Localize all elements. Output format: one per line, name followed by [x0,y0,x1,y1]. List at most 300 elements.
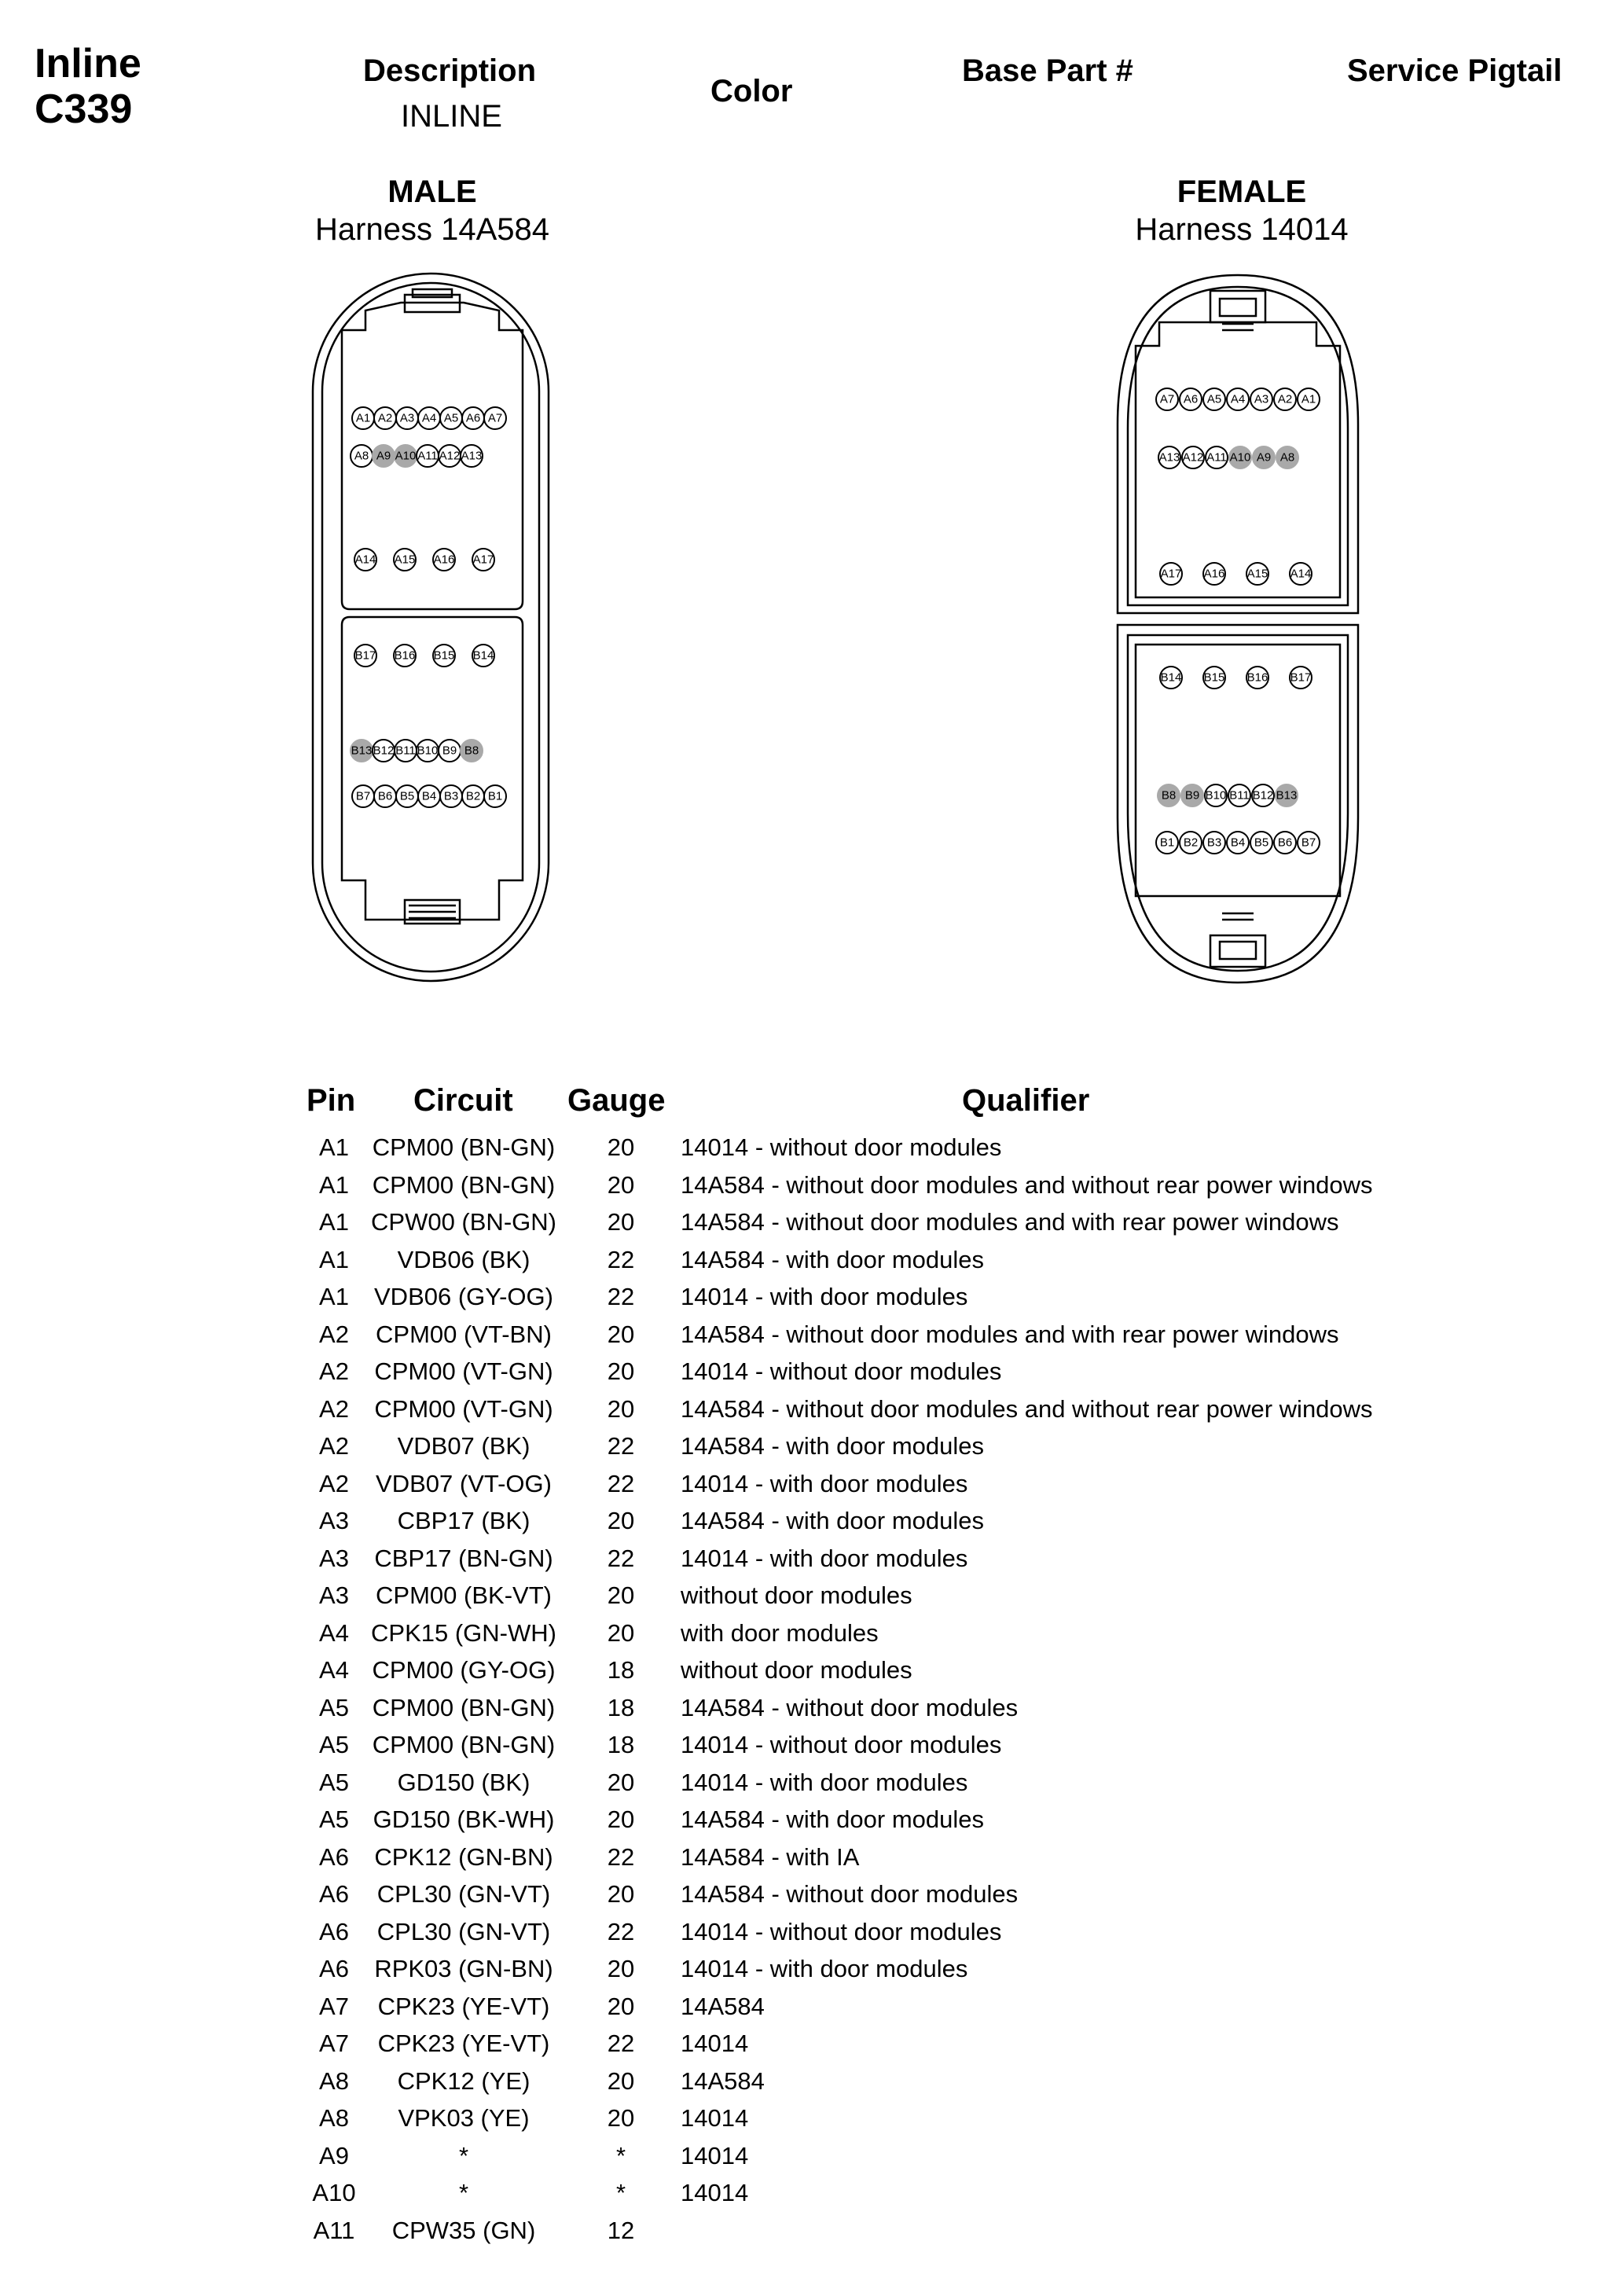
svg-text:B15: B15 [1203,670,1225,685]
table-row [0,1801,1608,1839]
cell-pin: A2 [319,1432,349,1460]
svg-text:B16: B16 [1246,670,1268,685]
cell-qualifier: 14A584 - with door modules [681,1245,985,1273]
description-label: Description [363,53,537,88]
female-pin-a5 [1203,388,1225,410]
cell-qualifier: 14014 - with door modules [681,1469,968,1497]
table-row [0,1651,1608,1689]
female-pin-group [1156,388,1320,854]
male-pin-a4 [418,407,440,429]
male-pin-a2 [374,407,396,429]
svg-text:B7: B7 [1301,836,1316,850]
female-pin-b10 [1205,784,1227,806]
cell-qualifier: 14014 [681,2030,749,2057]
service-pigtail-label: Service Pigtail [1347,53,1562,88]
male-pin-a10 [395,445,417,467]
cell-gauge: 22 [607,1245,635,1273]
connector-number: C339 [35,86,133,132]
male-pin-b10 [417,740,439,762]
base-part-label: Base Part # [962,53,1133,88]
cell-qualifier: 14A584 - without door modules [681,1693,1019,1721]
cell-qualifier: 14A584 - without door modules and without rear power windows [681,1394,1373,1423]
cell-pin: A1 [319,1208,349,1236]
male-pin-b5 [396,785,418,807]
male-pin-b2 [462,785,484,807]
svg-text:A8: A8 [354,449,369,463]
table-row [0,1839,1608,1876]
svg-text:B6: B6 [1277,836,1293,850]
connector-type: Inline [35,41,141,86]
svg-text:A11: A11 [417,449,438,463]
cell-pin: A10 [312,2179,356,2206]
cell-circuit: CPK23 (YE-VT) [377,2030,550,2057]
svg-text:B3: B3 [443,789,459,803]
table-row [0,1427,1608,1465]
cell-qualifier: without door modules [681,1656,912,1684]
table-row [0,2212,1608,2250]
cell-qualifier: 14014 - with door modules [681,1955,968,1982]
cell-qualifier: without door modules [681,1581,912,1609]
cell-circuit: CPM00 (BK-VT) [376,1581,552,1609]
svg-text:A1: A1 [355,411,371,425]
svg-text:B8: B8 [464,744,479,758]
female-pin-a12 [1182,446,1204,468]
svg-text:B13: B13 [1276,788,1298,803]
cell-pin: A2 [319,1357,349,1385]
male-pin-a8 [351,445,373,467]
cell-circuit: VDB06 (BK) [397,1245,530,1273]
pinout-table [0,1129,1608,2249]
svg-text:A3: A3 [399,411,415,425]
cell-circuit: CPM00 (BN-GN) [372,1133,556,1161]
cell-pin: A5 [319,1693,349,1721]
cell-gauge: * [615,2141,626,2169]
svg-text:A4: A4 [421,411,437,425]
female-pin-b4 [1227,832,1249,854]
svg-text:A16: A16 [433,553,455,567]
male-pin-b14 [472,645,494,667]
svg-text:A11: A11 [1206,450,1227,465]
male-pin-a16 [433,549,455,571]
male-housing-inner [322,283,539,972]
cell-gauge: 18 [607,1693,635,1721]
cell-gauge: 20 [607,1955,635,1982]
female-pin-a16 [1203,563,1225,585]
svg-text:B16: B16 [394,648,416,663]
cell-circuit: CPM00 (VT-BN) [376,1320,552,1348]
cell-circuit: CPK12 (YE) [397,2066,530,2095]
description-value: INLINE [401,99,502,134]
cell-circuit: CBP17 (BN-GN) [374,1544,553,1572]
cell-gauge: 20 [607,2066,635,2095]
cell-gauge: 20 [607,2104,635,2132]
male-pin-group [351,407,506,807]
female-pin-b8 [1158,784,1180,806]
svg-text:A13: A13 [1158,450,1180,465]
female-pin-a7 [1156,388,1178,410]
cell-circuit: CPM00 (BN-GN) [372,1731,556,1758]
male-pin-a12 [439,445,461,467]
cell-gauge: 22 [607,1283,635,1310]
svg-text:B11: B11 [395,744,416,758]
svg-text:B17: B17 [354,648,376,663]
cell-circuit: CPK12 (GN-BN) [374,1842,553,1871]
male-pin-b11 [395,740,417,762]
cell-pin: A8 [319,2066,349,2095]
male-title: MALE [387,174,477,209]
female-pin-a3 [1250,388,1272,410]
svg-text:A2: A2 [377,411,393,425]
cell-pin: A1 [319,1133,349,1161]
cell-gauge: 20 [607,1208,635,1236]
svg-text:A5: A5 [443,411,459,425]
cell-qualifier: 14A584 - with IA [681,1842,860,1871]
male-pin-b12 [373,740,395,762]
table-row [0,1577,1608,1615]
female-pin-b1 [1156,832,1178,854]
svg-text:B13: B13 [351,744,373,758]
cell-pin: A7 [319,1992,349,2020]
cell-gauge: 20 [607,1581,635,1609]
male-pin-a6 [462,407,484,429]
svg-text:B1: B1 [487,789,503,803]
cell-gauge: 22 [607,2030,635,2057]
cell-pin: A7 [319,2030,349,2057]
male-pin-b8 [461,740,483,762]
table-row [0,1465,1608,1503]
female-pin-a11 [1206,446,1228,468]
cell-pin: A6 [319,1880,349,1908]
svg-text:B8: B8 [1161,788,1177,803]
svg-text:A9: A9 [376,449,391,463]
svg-text:A15: A15 [394,553,416,567]
female-pin-b16 [1246,667,1268,689]
cell-gauge: 20 [607,1357,635,1385]
cell-circuit: VDB07 (BK) [397,1432,530,1460]
table-row [0,1390,1608,1428]
table-row [0,1875,1608,1913]
cell-qualifier: 14014 - with door modules [681,1283,968,1310]
svg-text:B4: B4 [421,789,437,803]
cell-circuit: CPK23 (YE-VT) [377,1992,550,2020]
cell-gauge: 20 [607,1320,635,1348]
cell-gauge: 22 [607,1917,635,1945]
male-housing-outer [313,274,549,981]
svg-text:B5: B5 [399,789,415,803]
svg-text:A8: A8 [1279,450,1295,465]
cell-circuit: GD150 (BK) [397,1768,530,1796]
male-pin-b9 [439,740,461,762]
svg-text:B17: B17 [1290,670,1312,685]
cell-pin: A6 [319,1955,349,1982]
cell-qualifier: 14014 [681,2179,749,2206]
cell-qualifier: 14014 [681,2141,749,2169]
svg-text:B9: B9 [1184,788,1200,803]
cell-pin: A1 [319,1245,349,1273]
male-pin-a13 [461,445,483,467]
male-pin-b7 [352,785,374,807]
female-pin-b6 [1274,832,1296,854]
svg-text:A4: A4 [1230,392,1246,406]
table-row [0,2025,1608,2063]
cell-circuit: CPM00 (BN-GN) [372,1693,556,1721]
table-row [0,1950,1608,1988]
cell-qualifier: 14A584 - without door modules and with rear power windows [681,1208,1339,1236]
cell-gauge: 12 [607,2216,635,2244]
female-pin-a4 [1227,388,1249,410]
male-pin-a5 [440,407,462,429]
col-header-gauge: Gauge [567,1083,666,1118]
table-row [0,1278,1608,1316]
cell-qualifier: 14A584 [681,2066,765,2095]
svg-text:A16: A16 [1203,567,1225,581]
cell-circuit: * [458,2141,469,2169]
col-header-circuit: Circuit [413,1083,513,1118]
cell-gauge: 20 [607,1806,635,1833]
table-row [0,1988,1608,2026]
svg-text:B14: B14 [1160,670,1182,685]
male-pin-a1 [352,407,374,429]
female-pin-b13 [1276,784,1298,806]
cell-pin: A5 [319,1806,349,1833]
table-row [0,1689,1608,1727]
female-connector-diagram [1108,267,1368,990]
female-pin-b12 [1252,784,1274,806]
cell-gauge: 20 [607,1133,635,1161]
female-pin-a1 [1298,388,1320,410]
svg-text:B15: B15 [433,648,455,663]
cell-circuit: CBP17 (BK) [397,1507,530,1534]
svg-text:B12: B12 [1252,788,1274,803]
table-row [0,1316,1608,1354]
cell-circuit: CPL30 (GN-VT) [376,1880,551,1908]
female-pin-b17 [1290,667,1312,689]
cell-qualifier: 14014 - with door modules [681,1768,968,1796]
male-pin-b1 [484,785,506,807]
cell-circuit: * [458,2179,469,2206]
female-title: FEMALE [1177,174,1307,209]
male-pin-a3 [396,407,418,429]
table-row [0,2174,1608,2212]
cell-circuit: CPM00 (GY-OG) [372,1656,556,1684]
cell-pin: A3 [319,1581,349,1609]
female-latch-top [1210,291,1265,322]
cell-gauge: 20 [607,1768,635,1796]
male-pin-b17 [354,645,376,667]
connector-id [35,41,141,132]
cell-circuit: CPK15 (GN-WH) [371,1618,556,1647]
cell-gauge: 22 [607,1842,635,1871]
cell-pin: A11 [313,2216,355,2244]
table-row [0,1241,1608,1279]
female-pin-b2 [1180,832,1202,854]
male-pin-b4 [418,785,440,807]
cell-qualifier: 14014 - with door modules [681,1544,968,1572]
svg-text:A6: A6 [1183,392,1199,406]
cell-gauge: 22 [607,1544,635,1572]
female-pin-a13 [1158,446,1180,468]
table-row [0,2137,1608,2175]
svg-text:A14: A14 [354,553,376,567]
cell-gauge: 20 [607,1618,635,1647]
female-pin-a14 [1290,563,1312,585]
svg-text:A7: A7 [1159,392,1175,406]
svg-text:A17: A17 [472,553,494,567]
svg-text:A10: A10 [1229,450,1251,465]
cell-qualifier: 14014 [681,2104,749,2132]
cell-pin: A5 [319,1768,349,1796]
svg-text:A1: A1 [1301,392,1316,406]
female-pin-b11 [1228,784,1250,806]
cell-qualifier: 14014 - without door modules [681,1917,1002,1945]
table-row [0,2063,1608,2100]
male-connector-diagram [307,267,558,990]
female-pin-a6 [1180,388,1202,410]
cell-pin: A5 [319,1731,349,1758]
male-pin-a17 [472,549,494,571]
male-pin-a9 [373,445,395,467]
svg-text:B4: B4 [1230,836,1246,850]
cell-qualifier: with door modules [681,1618,879,1647]
cell-circuit: RPK03 (GN-BN) [374,1955,553,1982]
cell-circuit: VDB07 (VT-OG) [376,1469,552,1497]
cell-qualifier: 14A584 - with door modules [681,1806,985,1833]
cell-gauge: 18 [607,1731,635,1758]
female-pin-a10 [1229,446,1251,468]
table-row [0,1615,1608,1652]
male-pin-a7 [484,407,506,429]
female-pin-a17 [1160,563,1182,585]
female-pin-b7 [1298,832,1320,854]
cell-circuit: GD150 (BK-WH) [373,1806,555,1833]
male-latch-top-tab [413,289,452,297]
cell-qualifier: 14A584 - without door modules [681,1880,1019,1908]
female-pin-b5 [1250,832,1272,854]
female-pin-b14 [1160,667,1182,689]
svg-text:B5: B5 [1254,836,1269,850]
cell-gauge: 20 [607,1170,635,1199]
cell-qualifier: 14A584 - without door modules and with rear power windows [681,1320,1339,1348]
male-pin-a14 [354,549,376,571]
female-harness: Harness 14014 [1135,212,1349,247]
table-row [0,1764,1608,1802]
male-pin-b3 [440,785,462,807]
cell-pin: A1 [319,1283,349,1310]
svg-text:A9: A9 [1256,450,1272,465]
male-pin-b15 [433,645,455,667]
cell-qualifier: 14A584 - with door modules [681,1507,985,1534]
male-pin-a15 [394,549,416,571]
svg-text:B2: B2 [1183,836,1199,850]
cell-pin: A2 [319,1469,349,1497]
svg-text:B14: B14 [472,648,494,663]
cell-pin: A2 [319,1320,349,1348]
svg-text:B6: B6 [377,789,393,803]
svg-text:B1: B1 [1159,836,1175,850]
table-row [0,1502,1608,1540]
svg-text:A3: A3 [1254,392,1269,406]
cell-circuit: CPM00 (BN-GN) [372,1170,556,1199]
female-pin-b9 [1181,784,1203,806]
table-row [0,1540,1608,1578]
female-pin-b3 [1203,832,1225,854]
cell-circuit: CPM00 (VT-GN) [374,1357,553,1385]
cell-gauge: 20 [607,1992,635,2020]
male-harness: Harness 14A584 [315,212,549,247]
female-pin-b15 [1203,667,1225,689]
cell-pin: A3 [319,1507,349,1534]
cell-pin: A9 [319,2141,349,2169]
cell-pin: A4 [319,1656,349,1684]
cell-circuit: VDB06 (GY-OG) [374,1283,553,1310]
cell-circuit: CPL30 (GN-VT) [376,1917,551,1945]
female-latch-bottom [1210,935,1265,967]
cell-pin: A6 [319,1917,349,1945]
svg-text:A14: A14 [1290,567,1312,581]
table-row [0,1166,1608,1204]
cell-gauge: 20 [607,1394,635,1423]
cell-circuit: CPM00 (VT-GN) [374,1394,553,1423]
male-pin-b13 [351,740,373,762]
cell-qualifier: 14014 - without door modules [681,1133,1002,1161]
cell-qualifier: 14A584 - without door modules and without rear power windows [681,1170,1373,1199]
cell-qualifier: 14014 - without door modules [681,1731,1002,1758]
svg-text:A2: A2 [1277,392,1293,406]
col-header-pin: Pin [307,1083,356,1118]
svg-text:A13: A13 [461,449,483,463]
table-row [0,1129,1608,1166]
cell-qualifier: 14A584 - with door modules [681,1432,985,1460]
cell-pin: A8 [319,2104,349,2132]
cell-circuit: CPW00 (BN-GN) [371,1208,556,1236]
table-row [0,1726,1608,1764]
cell-pin: A3 [319,1544,349,1572]
svg-text:A6: A6 [465,411,481,425]
cell-gauge: 22 [607,1469,635,1497]
svg-text:A5: A5 [1206,392,1222,406]
table-row [0,1913,1608,1951]
svg-text:A12: A12 [439,449,461,463]
svg-text:A7: A7 [487,411,503,425]
cell-qualifier: 14014 - without door modules [681,1357,1002,1385]
cell-gauge: 20 [607,1507,635,1534]
cell-pin: A2 [319,1394,349,1423]
cell-gauge: 18 [607,1656,635,1684]
svg-text:B10: B10 [417,744,439,758]
table-row [0,2099,1608,2137]
female-pin-a15 [1246,563,1268,585]
table-row [0,1353,1608,1390]
svg-text:B11: B11 [1229,788,1250,803]
cell-pin: A6 [319,1842,349,1871]
svg-text:A15: A15 [1246,567,1268,581]
svg-text:B3: B3 [1206,836,1222,850]
color-label: Color [710,74,793,108]
svg-text:B9: B9 [442,744,457,758]
male-pin-b6 [374,785,396,807]
svg-text:A12: A12 [1182,450,1204,465]
table-row [0,1203,1608,1241]
female-pin-a9 [1253,446,1275,468]
cell-circuit: CPW35 (GN) [391,2216,536,2244]
cell-gauge: 20 [607,1880,635,1908]
svg-text:B12: B12 [373,744,395,758]
male-pin-b16 [394,645,416,667]
cell-pin: A1 [319,1170,349,1199]
female-pin-a8 [1276,446,1298,468]
svg-text:B10: B10 [1205,788,1227,803]
svg-text:B2: B2 [465,789,481,803]
